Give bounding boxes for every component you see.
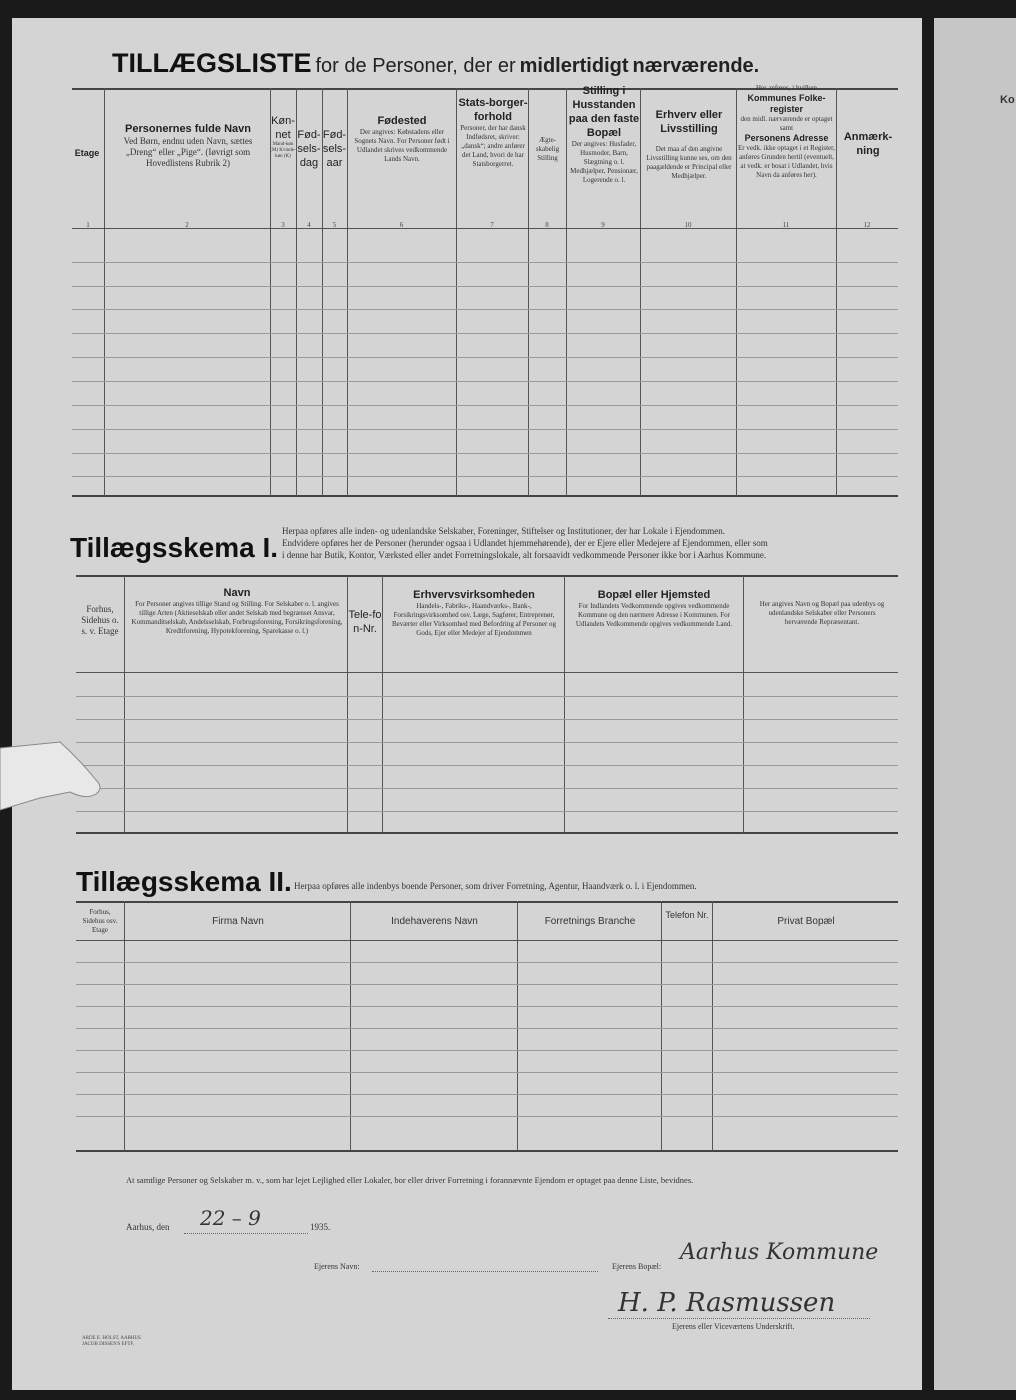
declaration: At samtlige Personer og Selskaber m. v., som har lejet Lejlighed eller Lokaler, bor eller driver Forretning i forannævnte Ejendom er optaget paa denne Liste, bevidnes. xyxy=(126,1175,694,1185)
col-navn-header: Personernes fulde Navn Ved Børn, endnu uden Navn, sættes „Dreng“ eller „Pige“. (Iøvrigt som Hovedlistens Rubrik 2) xyxy=(123,123,253,168)
skema1-title: Tillægsskema I. xyxy=(70,532,279,563)
col-foedselsaar-header: Fød-sels-aar xyxy=(322,129,347,169)
colnum: 12 xyxy=(863,221,871,229)
col-foedested-header: Fødested Der angives: Købstadens eller Sognets Navn. For Personer født i Udlandet skrives vedkommende Lands Navn. xyxy=(354,115,450,163)
signature-handwritten: H. P. Rasmussen xyxy=(618,1288,836,1318)
col-folkeregister-header: Her anføres, i hvilken Kommunes Folke-register den midl. nærværende er optaget samt Personens Adresse Er vedk. ikke optaget i et Register, anføres Grunden hertil (eventuelt, at vedk. er bosat i Udlandet, hvis Navn da anføres her). xyxy=(738,84,835,179)
colnum: 10 xyxy=(684,221,692,229)
skema2-col-etage: Forhus, Sidehus osv. Etage xyxy=(82,908,118,934)
owner-address-handwritten: Aarhus Kommune xyxy=(680,1240,879,1265)
col-koen-header: Køn-net Mand-køn (M) Kvinde-køn (K) xyxy=(270,115,296,159)
skema1-col-etage: Forhus, Sidehus o. s. v. Etage xyxy=(81,604,119,636)
colnum: 6 xyxy=(399,221,404,229)
date-handwritten: 22 – 9 xyxy=(200,1206,261,1230)
next-page-fragment: Ko xyxy=(1000,94,1015,106)
skema2-col-bopael: Privat Bopæl xyxy=(777,916,835,927)
col-etage-header: Etage xyxy=(74,148,100,158)
colnum: 7 xyxy=(490,221,494,229)
skema1-col-erhverv: Erhvervsvirksomheden Handels-, Fabriks-, Haandværks-, Bank-, Forsikringsvirksomhed osv. Læge, Sagfører, Entreprenør, Beværter eller Virksomhed med Befordring af Personer og Gods, Ejer eller Medejer af Ejendommen xyxy=(391,589,557,637)
col-aegteskab-header: Ægte-skabelig Stilling xyxy=(535,136,560,162)
skema1-col-repraesentant: Her angives Navn og Bopæl paa udenbys og udenlandske Selskaber eller Personers herværende Repræsentant. xyxy=(759,600,885,626)
colnum: 5 xyxy=(332,221,337,229)
page-title: TILLÆGSLISTE for de Personer, der er midlertidigt nærværende. xyxy=(112,48,760,78)
col-stilling-header: Stilling i Husstanden paa den faste Bopæl Der angives: Husfader, Husmoder, Barn, Slægtning o. l. Medhjælper, Pensionær, Logerende o. l. xyxy=(568,85,640,184)
skema2-col-telefon: Telefon Nr. xyxy=(665,910,709,920)
next-page-edge xyxy=(934,18,1016,1390)
skema2-intro: Herpaa opføres alle indenbys boende Personer, som driver Forretning, Agentur, Haandværk o. l. i Ejendommen. xyxy=(294,881,697,891)
col-anmaerkning-header: Anmærk-ning xyxy=(843,131,893,157)
colnum: 4 xyxy=(307,221,311,229)
skema2-col-firma: Firma Navn xyxy=(212,916,264,927)
skema1-col-bopael: Bopæl eller Hjemsted For Indlandets Vedkommende opgives vedkommende Kommune og den nærmere Adresse i Kommunen. For Udlandets Vedkommende opgives vedkommende Land. xyxy=(575,589,733,628)
colnum: 3 xyxy=(281,221,285,229)
owner-name-label: Ejerens Navn: xyxy=(314,1262,360,1271)
skema1-col-navn: Navn For Personer angives tillige Stand og Stilling. For Selskaber o. l. angives tillige Arten (Aktieselskab eller andet Selskab med begrænset Ansvar, Kommanditselskab, Andelsselskab, Forbrugsforening, Forsikringsforening, Kreditforening, Hypotekforening, Sparekasse o. l.) xyxy=(131,587,343,635)
owner-address-label: Ejerens Bopæl: xyxy=(612,1262,662,1271)
printer-mark: ARDE E. HOLST, AARHUS JACOB DISSEN'S EFTF. xyxy=(82,1336,141,1347)
col-foedselsdag-header: Fød-sels-dag xyxy=(297,129,321,169)
place-label: Aarhus, den xyxy=(126,1222,170,1232)
col-erhverv-header: Erhverv eller Livsstilling Det maa af den angivne Livsstilling kunne ses, om den paagældende er Principal eller Medhjælper. xyxy=(646,109,732,180)
colnum: 1 xyxy=(86,221,90,229)
colnum: 8 xyxy=(545,221,549,229)
year: 1935. xyxy=(310,1222,331,1232)
torn-paper-corner xyxy=(0,740,110,850)
form-page xyxy=(12,18,922,1390)
skema2-title: Tillægsskema II. xyxy=(76,866,292,897)
col-statsborger-header: Stats-borger-forhold Personer, der har dansk Indfødsret, skriver: „dansk“; andre anfører det Land, hvori de har Statsborgerret. xyxy=(458,97,528,168)
skema2-col-indehaver: Indehaverens Navn xyxy=(391,916,478,927)
skema1-intro: Herpaa opføres alle inden- og udenlandske Selskaber, Foreninger, Stiftelser og Institutioner, der har Lokale i Ejendommen. Endvidere opføres her de Personer (herunder ogsaa i Udlandet hjemmehørende), der er Ejere eller Medejere af Ejendommen, eller som i denne har Butik, Kontor, Værksted eller andet Forretningslokale, alt forsaavidt vedkommende Personer ikke bor i Aarhus Kommune. xyxy=(282,526,768,560)
skema2-col-branche: Forretnings Branche xyxy=(544,916,636,927)
skema1-col-telefon: Tele-fon-Nr. xyxy=(348,609,382,635)
colnum: 2 xyxy=(185,221,189,229)
signature-label: Ejerens eller Viceværtens Underskrift. xyxy=(672,1322,795,1331)
colnum: 11 xyxy=(782,221,790,229)
colnum: 9 xyxy=(601,221,605,229)
